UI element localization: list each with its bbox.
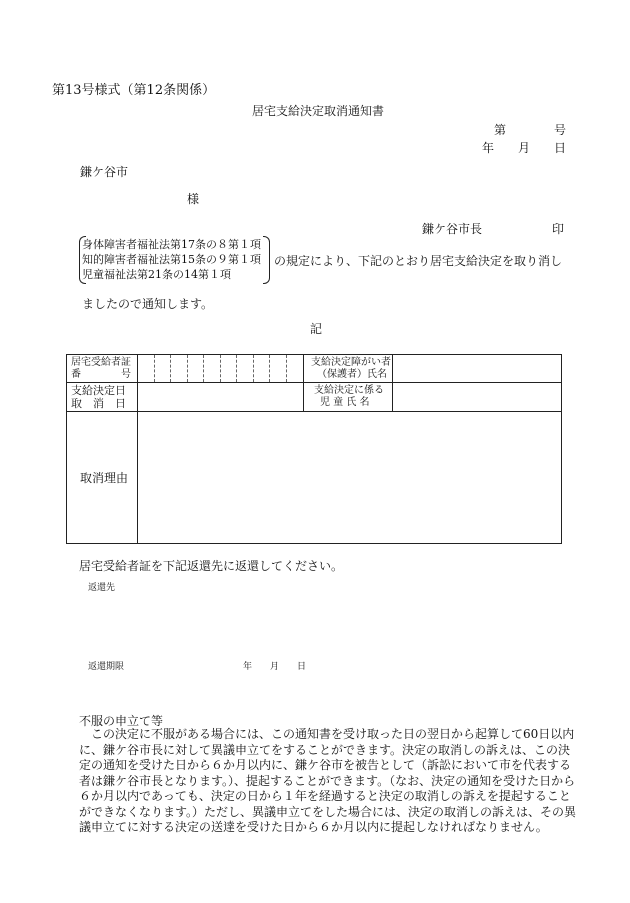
return-instruction: 居宅受給者証を下記返還先に返還してください。 [79, 559, 344, 573]
decision-date-label-1: 支給決定日 [71, 384, 126, 397]
recipient-name-label-1: 支給決定障がい者 [311, 357, 391, 368]
recipient-city: 鎌ケ谷市 [80, 165, 129, 179]
form-number: 第13号様式（第12条関係） [52, 83, 216, 98]
statute-line-2: 知的障害者福祉法第15条の９第１項 [82, 253, 261, 266]
cert-number-label-2: 番 号 [71, 369, 131, 380]
info-table [66, 354, 562, 544]
statute-sentence: の規定により、下記のとおり居宅支給決定を取り消し [274, 254, 563, 268]
number-line: 第 号 [494, 123, 567, 137]
ki-mark: 記 [310, 322, 323, 336]
recipient-honorific: 様 [187, 192, 200, 206]
return-deadline-date: 年 月 日 [243, 662, 307, 672]
issuer-mayor: 鎌ケ谷市長 [422, 222, 483, 236]
objection-line-3: 定の通知を受けた日から６か月以内に、鎌ケ谷市を被告として（訴訟において市を代表する [79, 758, 572, 772]
statute-line-3: 児童福祉法第21条の14第１項 [82, 268, 231, 281]
child-name-label-1: 支給決定に係る [314, 385, 384, 396]
statute-line-1: 身体障害者福祉法第17条の８第１項 [82, 238, 261, 251]
return-deadline-label: 返還期限 [88, 662, 125, 672]
cert-number-label-1: 居宅受給者証 [71, 357, 131, 368]
objection-body [79, 727, 576, 836]
cancellation-reason-label: 取消理由 [80, 471, 129, 485]
decision-date-label-2: 取 消 日 [71, 397, 126, 410]
objection-line-6: ができなくなります。）ただし、異議申立てをした場合には、決定の取消しの訴えは、その異 [79, 804, 577, 819]
statute-continuation: ましたので通知します。 [82, 297, 214, 311]
document-title: 居宅支給決定取消通知書 [252, 104, 385, 118]
child-name-label-2: 児 童 氏 名 [320, 397, 370, 408]
date-line: 年 月 日 [482, 141, 567, 155]
objection-line-7: 議申立てに対する決定の送達を受けた日から６か月以内に提起しなければなりません。 [79, 820, 548, 834]
objection-line-4: 者は鎌ケ谷市長となります。）、提起することができます。（なお、決定の通知を受けた日から [79, 773, 576, 788]
return-destination-label: 返還先 [88, 583, 116, 593]
objection-line-5: ６か月以内であっても、決定の日から１年を経過すると決定の取消しの訴えを提起すること [79, 789, 571, 803]
seal-mark: 印 [552, 222, 565, 236]
objection-line-1: この決定に不服がある場合には、この通知書を受け取った日の翌日から起算して60日以内 [79, 727, 575, 741]
right-bracket [263, 236, 270, 284]
objection-heading: 不服の申立て等 [79, 714, 164, 728]
objection-line-2: に、鎌ケ谷市長に対して異議申立てをすることができます。決定の取消しの訴えは、この決 [79, 742, 571, 757]
recipient-name-label-2: （保護者）氏名 [317, 369, 387, 380]
statute-bracket [79, 236, 270, 283]
